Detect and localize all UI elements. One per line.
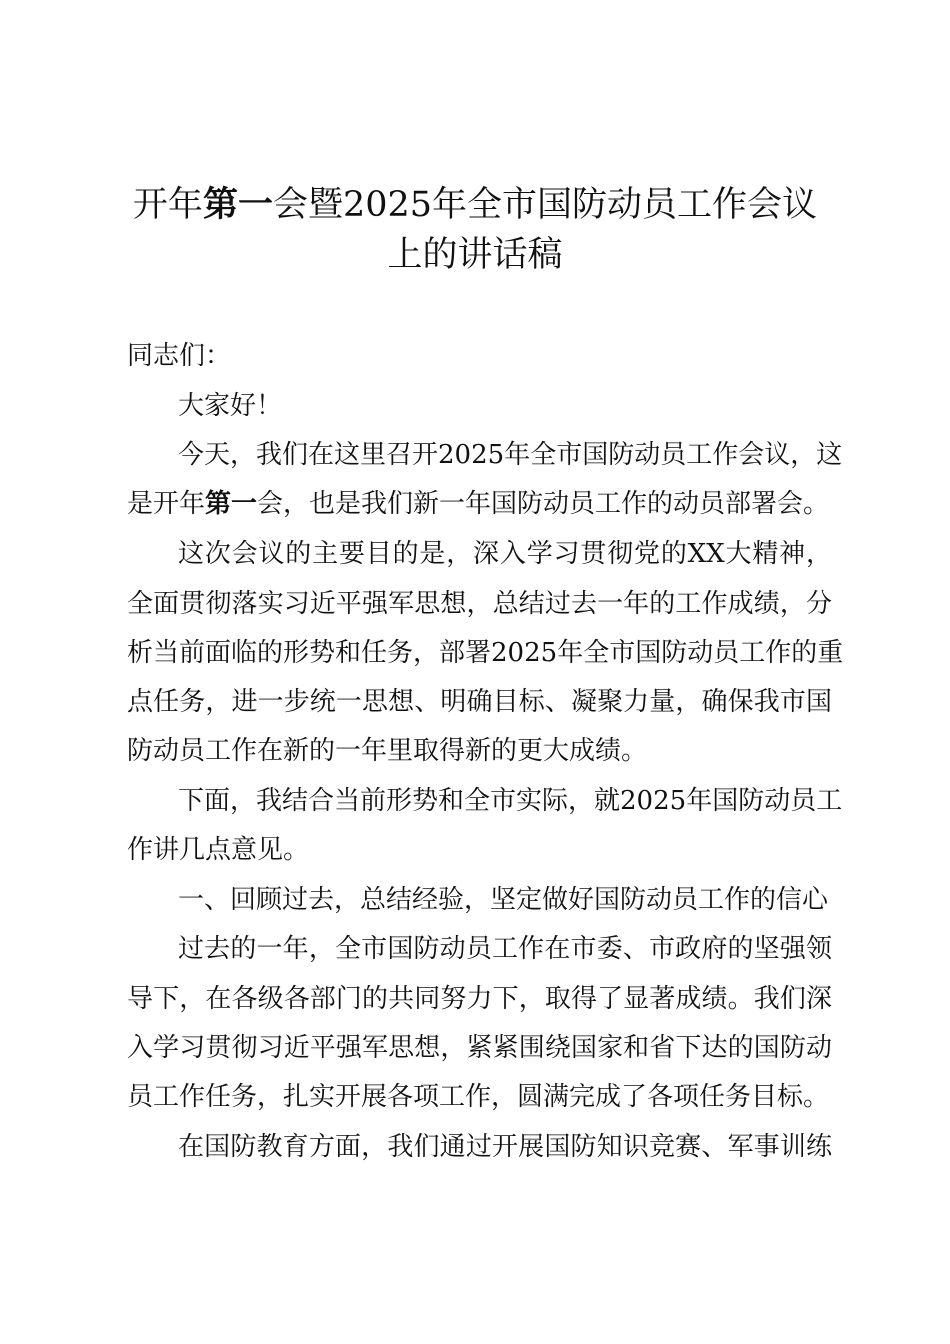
text-run: 年国防动员工 xyxy=(686,786,843,816)
year-text: 2025 xyxy=(491,638,558,668)
paragraph-3-line-5: 防动员工作在新的一年里取得新的更大成绩。 xyxy=(127,736,648,766)
paragraph-5-line-3: 入学习贯彻习近平强军思想，紧紧围绕国家和省下达的国防动 xyxy=(127,1033,832,1063)
paragraph-4-line-1 xyxy=(178,781,843,821)
paragraph-5-line-4: 员工作任务，扎实开展各项工作，圆满完成了各项任务目标。 xyxy=(127,1082,830,1112)
text-run: 是开年 xyxy=(127,489,206,519)
bold-text: 第一 xyxy=(205,489,258,519)
placeholder-text: XX xyxy=(687,539,725,569)
text-run: 年全市国防动员工作的重 xyxy=(557,638,844,668)
paragraph-3-line-4: 点任务，进一步统一思想、明确目标、凝聚力量，确保我市国 xyxy=(127,687,832,717)
paragraph-1: 大家好！ xyxy=(178,391,283,421)
paragraph-5-line-1: 过去的一年，全市国防动员工作在市委、市政府的坚强领 xyxy=(178,934,832,964)
section-heading-1: 一、回顾过去，总结经验，坚定做好国防动员工作的信心 xyxy=(178,885,829,915)
paragraph-2-line-1 xyxy=(178,435,843,475)
paragraph-5-line-2: 导下，在各级各部门的共同努力下，取得了显著成绩。我们深 xyxy=(127,984,832,1014)
paragraph-2-line-2 xyxy=(127,484,832,524)
paragraph-6-line-1: 在国防教育方面，我们通过开展国防知识竞赛、军事训练 xyxy=(178,1132,832,1162)
title-text: 年全市国防动员工作会议 xyxy=(432,185,818,225)
text-run: 年全市国防动员工作会议，这 xyxy=(504,440,843,470)
text-run: 下面，我结合当前形势和全市实际，就 xyxy=(178,786,621,816)
title-year: 2025 xyxy=(342,185,433,225)
document-title-line-2: 上的讲话稿 xyxy=(387,235,563,275)
title-text: 开年 xyxy=(132,185,203,225)
title-text: 会暨 xyxy=(272,185,343,225)
document-title-line-1 xyxy=(100,180,850,230)
year-text: 2025 xyxy=(438,440,505,470)
paragraph-3-line-3 xyxy=(127,633,844,673)
greeting: 同志们： xyxy=(127,341,232,371)
text-run: 今天，我们在这里召开 xyxy=(178,440,439,470)
title-bold-text: 第一 xyxy=(202,185,273,225)
text-run: 会，也是我们新一年国防动员工作的动员部署会。 xyxy=(257,489,830,519)
paragraph-3-line-2: 全面贯彻落实习近平强军思想，总结过去一年的工作成绩，分 xyxy=(127,589,832,619)
text-run: 析当前面临的形势和任务，部署 xyxy=(127,638,492,668)
paragraph-4-line-2: 作讲几点意见。 xyxy=(127,835,310,865)
text-run: 大精神， xyxy=(724,539,832,569)
year-text: 2025 xyxy=(620,786,687,816)
paragraph-3-line-1 xyxy=(178,534,832,574)
text-run: 这次会议的主要目的是，深入学习贯彻党的 xyxy=(178,539,688,569)
